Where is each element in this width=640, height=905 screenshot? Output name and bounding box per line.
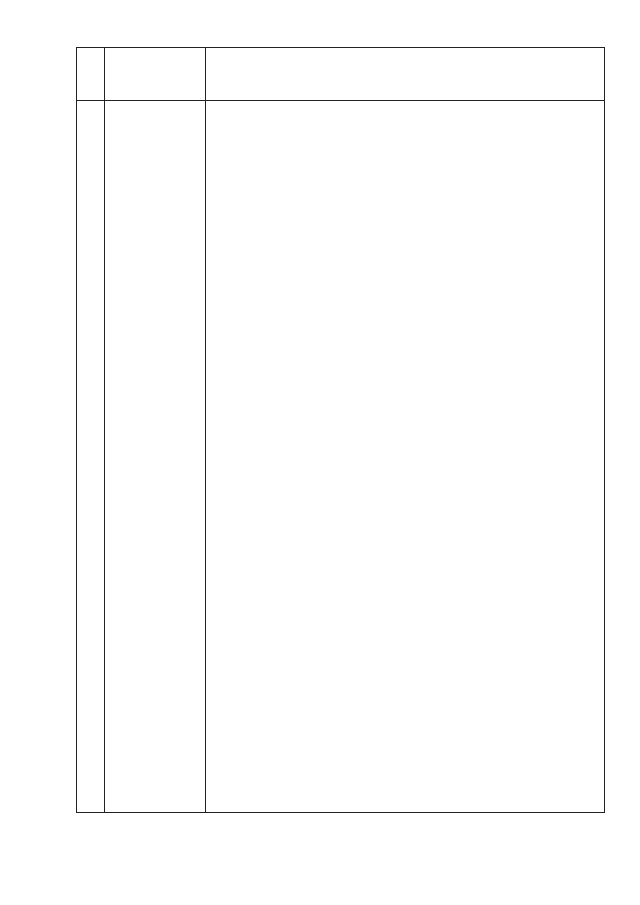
column-divider	[205, 48, 206, 812]
table	[76, 47, 605, 813]
column-divider	[104, 48, 105, 812]
row-divider	[77, 100, 604, 101]
